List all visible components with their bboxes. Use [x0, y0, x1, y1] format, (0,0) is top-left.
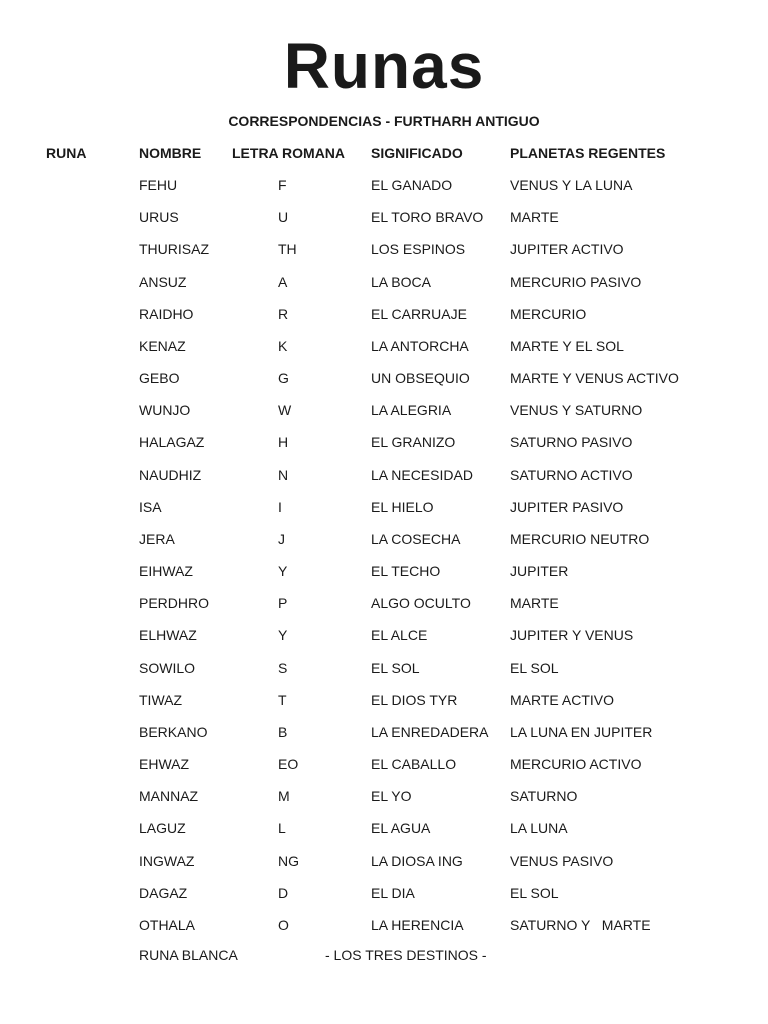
cell-significado: LA ALEGRIA: [371, 402, 452, 419]
header-significado: SIGNIFICADO: [371, 145, 463, 161]
cell-significado: EL SOL: [371, 659, 420, 676]
cell-significado: EL GRANIZO: [371, 434, 456, 451]
footer-significado: - LOS TRES DESTINOS -: [325, 947, 487, 963]
table-row: [0, 337, 768, 357]
cell-letra-romana: EO: [278, 756, 299, 773]
cell-significado: LA DIOSA ING: [371, 852, 463, 869]
cell-letra-romana: Y: [278, 563, 288, 580]
cell-planetas-regentes: VENUS PASIVO: [510, 852, 614, 869]
table-row: [0, 466, 768, 486]
cell-significado: LA ENREDADERA: [371, 723, 489, 740]
table-row: [0, 498, 768, 518]
table-row: [0, 369, 768, 389]
page-subtitle: CORRESPONDENCIAS - FURTHARH ANTIGUO: [228, 113, 540, 129]
cell-significado: EL DIOS TYR: [371, 691, 458, 708]
cell-letra-romana: TH: [278, 241, 297, 258]
cell-planetas-regentes: JUPITER: [510, 563, 569, 580]
cell-letra-romana: O: [278, 916, 289, 933]
cell-planetas-regentes: SATURNO: [510, 788, 578, 805]
cell-planetas-regentes: EL SOL: [510, 884, 559, 901]
cell-significado: LOS ESPINOS: [371, 241, 466, 258]
cell-significado: LA COSECHA: [371, 530, 461, 547]
table-row: [0, 433, 768, 453]
table-row: [0, 530, 768, 550]
cell-nombre: JERA: [139, 530, 175, 547]
header-letra-romana: LETRA ROMANA: [232, 145, 346, 161]
cell-nombre: DAGAZ: [139, 884, 188, 901]
table-row: [0, 401, 768, 421]
cell-nombre: THURISAZ: [139, 241, 209, 258]
cell-nombre: ANSUZ: [139, 273, 187, 290]
table-row: [0, 562, 768, 582]
cell-planetas-regentes: VENUS Y LA LUNA: [510, 177, 633, 193]
header-planetas-regentes: PLANETAS REGENTES: [510, 145, 666, 161]
cell-significado: EL TECHO: [371, 563, 441, 580]
cell-significado: ALGO OCULTO: [371, 595, 471, 612]
cell-planetas-regentes: MARTE Y EL SOL: [510, 337, 624, 354]
cell-planetas-regentes: SATURNO ACTIVO: [510, 466, 633, 483]
cell-letra-romana: R: [278, 305, 289, 322]
cell-letra-romana: W: [278, 402, 292, 419]
cell-nombre: LAGUZ: [139, 820, 186, 837]
cell-planetas-regentes: MERCURIO: [510, 305, 587, 322]
table-row: [0, 755, 768, 775]
table-row: [0, 659, 768, 679]
cell-planetas-regentes: SATURNO PASIVO: [510, 434, 633, 451]
cell-letra-romana: H: [278, 434, 289, 451]
footer-nombre: RUNA BLANCA: [139, 947, 238, 963]
cell-significado: EL CABALLO: [371, 756, 457, 773]
cell-nombre: ELHWAZ: [139, 627, 197, 644]
cell-significado: LA NECESIDAD: [371, 466, 473, 483]
cell-letra-romana: U: [278, 209, 289, 226]
cell-significado: EL ALCE: [371, 627, 428, 644]
cell-nombre: PERDHRO: [139, 595, 210, 612]
cell-nombre: URUS: [139, 209, 179, 226]
table-row: [0, 273, 768, 293]
cell-letra-romana: J: [278, 530, 285, 547]
cell-nombre: BERKANO: [139, 723, 208, 740]
cell-planetas-regentes: MARTE Y VENUS ACTIVO: [510, 370, 679, 387]
cell-planetas-regentes: MERCURIO ACTIVO: [510, 756, 642, 773]
table-row: [0, 305, 768, 325]
cell-nombre: KENAZ: [139, 337, 186, 354]
cell-significado: LA ANTORCHA: [371, 337, 469, 354]
cell-letra-romana: T: [278, 691, 287, 708]
cell-letra-romana: D: [278, 884, 289, 901]
cell-letra-romana: Y: [278, 627, 288, 644]
table-header: [0, 144, 768, 164]
cell-nombre: TIWAZ: [139, 691, 183, 708]
cell-nombre: INGWAZ: [139, 852, 195, 869]
table-row: [0, 594, 768, 614]
cell-nombre: RAIDHO: [139, 305, 194, 322]
table-row: [0, 208, 768, 228]
cell-letra-romana: S: [278, 659, 288, 676]
header-nombre: NOMBRE: [139, 145, 202, 161]
footer-row: [0, 946, 768, 966]
cell-letra-romana: NG: [278, 852, 299, 869]
table-row: [0, 884, 768, 904]
table-row: [0, 787, 768, 807]
table-row: [0, 819, 768, 839]
cell-letra-romana: M: [278, 788, 290, 805]
cell-nombre: ISA: [139, 498, 162, 515]
cell-letra-romana: G: [278, 370, 289, 387]
cell-letra-romana: F: [278, 177, 287, 193]
cell-letra-romana: K: [278, 337, 288, 354]
table-row: [0, 916, 768, 936]
cell-significado: UN OBSEQUIO: [371, 370, 470, 387]
cell-nombre: GEBO: [139, 370, 180, 387]
cell-significado: LA HERENCIA: [371, 916, 464, 933]
cell-letra-romana: A: [278, 273, 288, 290]
cell-significado: EL CARRUAJE: [371, 305, 467, 322]
cell-nombre: OTHALA: [139, 916, 196, 933]
cell-nombre: HALAGAZ: [139, 434, 205, 451]
cell-planetas-regentes: MARTE: [510, 209, 559, 226]
cell-planetas-regentes: JUPITER ACTIVO: [510, 241, 624, 258]
cell-letra-romana: P: [278, 595, 288, 612]
cell-significado: EL YO: [371, 788, 412, 805]
cell-letra-romana: N: [278, 466, 289, 483]
cell-planetas-regentes: EL SOL: [510, 659, 559, 676]
cell-significado: EL TORO BRAVO: [371, 209, 484, 226]
cell-planetas-regentes: MERCURIO PASIVO: [510, 273, 642, 290]
cell-letra-romana: B: [278, 723, 288, 740]
cell-planetas-regentes: LA LUNA: [510, 820, 568, 837]
cell-planetas-regentes: LA LUNA EN JUPITER: [510, 723, 653, 740]
table-row: [0, 852, 768, 872]
cell-significado: EL HIELO: [371, 498, 434, 515]
cell-letra-romana: I: [278, 498, 282, 515]
cell-planetas-regentes: JUPITER PASIVO: [510, 498, 624, 515]
page-title: Runas: [283, 30, 485, 102]
cell-planetas-regentes: JUPITER Y VENUS: [510, 627, 634, 644]
cell-nombre: EHWAZ: [139, 756, 190, 773]
cell-nombre: EIHWAZ: [139, 563, 193, 580]
cell-significado: LA BOCA: [371, 273, 431, 290]
cell-planetas-regentes: SATURNO Y MARTE: [510, 916, 651, 933]
cell-planetas-regentes: MARTE ACTIVO: [510, 691, 614, 708]
cell-significado: EL GANADO: [371, 177, 453, 193]
cell-planetas-regentes: MERCURIO NEUTRO: [510, 530, 650, 547]
cell-significado: EL AGUA: [371, 820, 431, 837]
table-row: [0, 626, 768, 646]
table-row: [0, 240, 768, 260]
table-row: [0, 691, 768, 711]
cell-nombre: FEHU: [139, 177, 178, 193]
cell-significado: EL DIA: [371, 884, 415, 901]
cell-nombre: NAUDHIZ: [139, 466, 202, 483]
table-row: [0, 723, 768, 743]
cell-planetas-regentes: MARTE: [510, 595, 559, 612]
cell-nombre: MANNAZ: [139, 788, 199, 805]
cell-letra-romana: L: [278, 820, 286, 837]
header-runa: RUNA: [46, 145, 87, 161]
cell-nombre: SOWILO: [139, 659, 196, 676]
table-row: [0, 176, 768, 196]
cell-nombre: WUNJO: [139, 402, 191, 419]
cell-planetas-regentes: VENUS Y SATURNO: [510, 402, 643, 419]
